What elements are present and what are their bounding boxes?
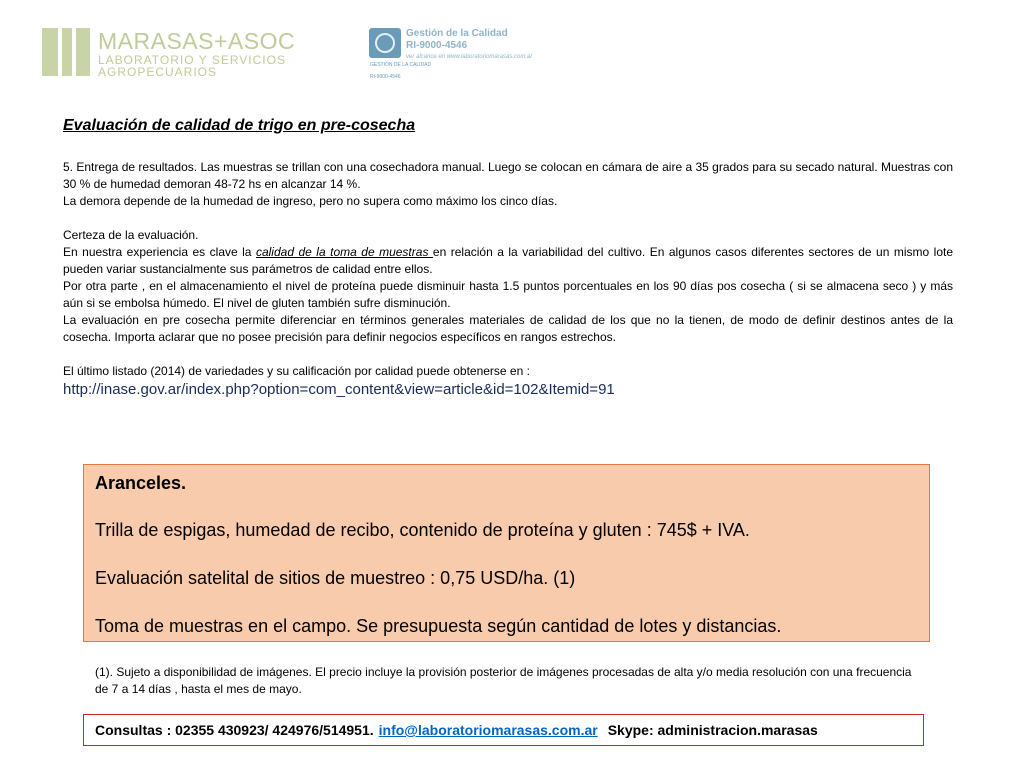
paragraph-sampling-post: en relación a la variabilidad del cultivo. En algunos casos diferentes sectores de un mismo lote pueden variar sustancialmente sus parámetros de calidad entre ellos.	[63, 245, 954, 276]
certification-code: RI-9000-4546	[406, 40, 468, 51]
fee-item: Evaluación satelital de sitios de muestreo : 0,75 USD/ha. (1)	[95, 568, 576, 588]
certification-url-line: ver alcance en www.laboratoriomarasas.com.ar	[406, 54, 533, 60]
paragraph-storage: Por otra parte , en el almacenamiento el nivel de proteína puede disminuir hasta 1.5 puntos porcentuales en los 90 días pos cosecha ( si se almacena seco ) y más aún si se embolsa húmedo. El nivel de gluten también sufre disminución.	[63, 279, 953, 310]
document-title: Evaluación de calidad de trigo en pre-cosecha	[63, 117, 416, 134]
seal-caption-1: GESTIÓN DE LA CALIDAD	[370, 62, 432, 68]
seal-caption-2: RI-9000-4546	[370, 74, 401, 80]
marasas-logo-icon	[42, 28, 90, 76]
contact-phones: Consultas : 02355 430923/ 424976/514951.	[95, 722, 374, 738]
paragraph-sampling	[63, 244, 953, 278]
fee-item: Toma de muestras en el campo. Se presupuesta según cantidad de lotes y distancias.	[95, 616, 782, 636]
heading-certainty: Certeza de la evaluación.	[63, 228, 199, 242]
logo-subtitle-line2: AGROPECUARIOS	[98, 65, 218, 79]
iram-seal-icon	[369, 28, 401, 58]
contact-email-link[interactable]: info@laboratoriomarasas.com.ar	[378, 722, 598, 738]
fees-box	[83, 464, 930, 642]
paragraph-delay: La demora depende de la humedad de ingreso, pero no supera como máximo los cinco días.	[63, 194, 558, 208]
certification-title: Gestión de la Calidad	[406, 28, 508, 39]
contact-box	[83, 714, 924, 746]
fee-item: Trilla de espigas, humedad de recibo, contenido de proteína y gluten : 745$ + IVA.	[95, 520, 750, 540]
footnote: (1). Sujeto a disponibilidad de imágenes. El precio incluye la provisión posterior de imágenes procesadas de alta y/o media resolución con una frecuencia de 7 a 14 días , hasta el mes de mayo.	[95, 665, 912, 696]
inase-link[interactable]: http://inase.gov.ar/index.php?option=com_content&view=article&id=102&Itemid=91	[63, 381, 615, 398]
sampling-quality-emphasis: calidad de la toma de muestras	[255, 245, 433, 259]
paragraph-sampling-pre: En nuestra experiencia es clave la	[63, 245, 256, 259]
paragraph-variety-list: El último listado (2014) de variedades y su calificación por calidad puede obtenerse en :	[63, 364, 530, 378]
quality-certification-logo	[368, 28, 598, 92]
logo-company-name: MARASAS+ASOC	[98, 28, 296, 54]
marasas-logo	[42, 28, 296, 80]
fees-title: Aranceles.	[95, 473, 187, 493]
contact-line	[95, 722, 818, 738]
paragraph-results-delivery: 5. Entrega de resultados. Las muestras se trillan con una cosechadora manual. Luego se colocan en cámara de aire a 35 grados para su secado natural. Muestras con 30 % de humedad demoran 48-72 hs en alcanzar 14 %.	[63, 160, 953, 191]
paragraph-evaluation: La evaluación en pre cosecha permite diferenciar en términos generales materiales de calidad de los que no la tienen, de modo de definir destinos antes de la cosecha. Importa aclarar que no posee precisión para definir negocios específicos en rangos estrechos.	[63, 313, 953, 344]
logo-subtitle-line1: LABORATORIO Y SERVICIOS	[98, 53, 286, 67]
contact-skype: Skype: administracion.marasas	[607, 722, 818, 738]
